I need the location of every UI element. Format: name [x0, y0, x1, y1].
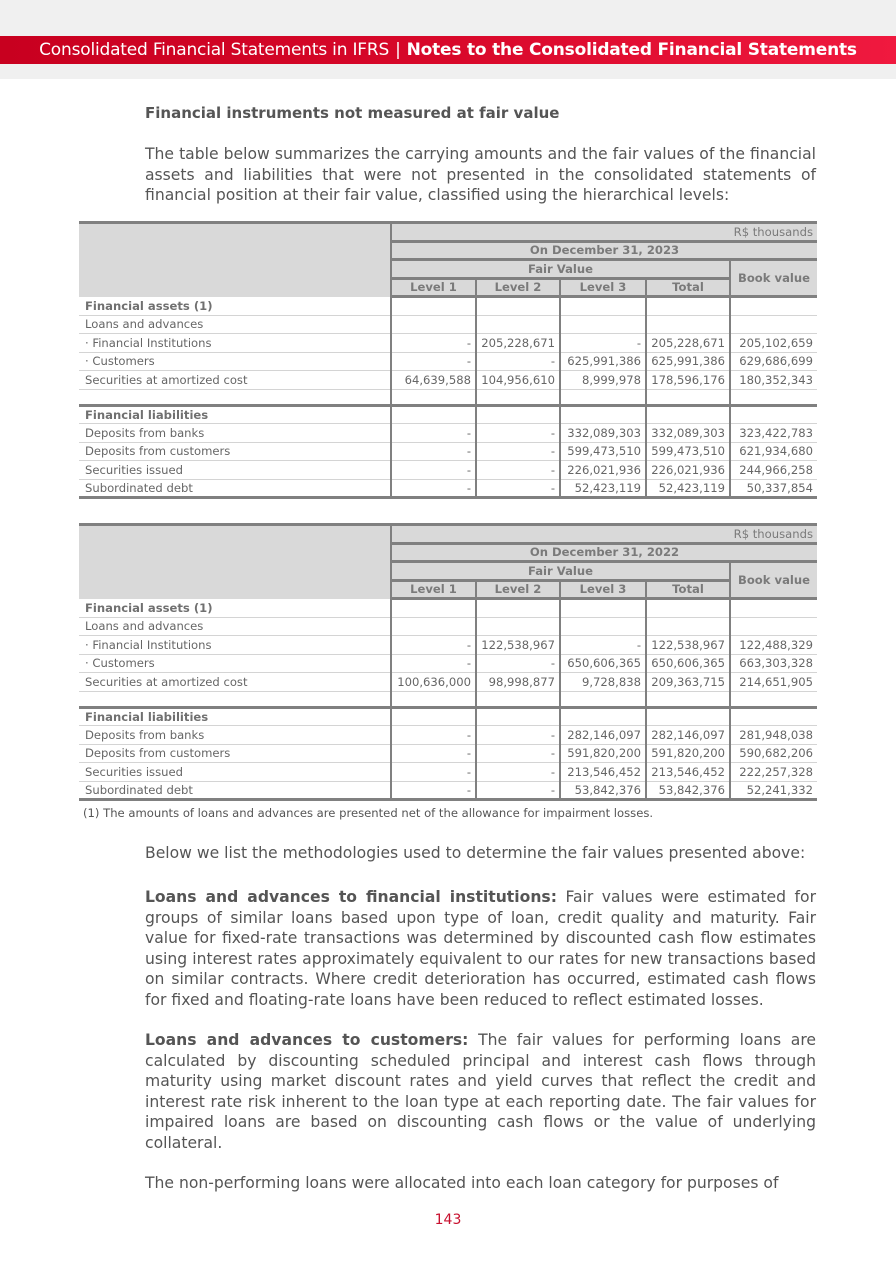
level-3-value: - — [560, 334, 646, 353]
intro-paragraph: The table below summarizes the carrying amounts and the fair values of the financial assets and liabilities that were not presented in the consolidated statements of financial position at their fair value, classified using the hierarchical levels: — [145, 145, 816, 204]
table-row — [79, 781, 817, 800]
total-value: 650,606,365 — [646, 654, 730, 673]
table-row — [79, 744, 817, 763]
level-1-value: - — [391, 654, 476, 673]
table-row — [79, 479, 817, 498]
row-label: Financial assets (1) — [79, 297, 391, 316]
unit-label: R$ thousands — [391, 525, 817, 544]
row-label: Deposits from customers — [79, 442, 391, 461]
level-1-value: - — [391, 424, 476, 443]
unit-label: R$ thousands — [391, 223, 817, 242]
section-title: Financial instruments not measured at fair value — [145, 104, 560, 122]
level-2-value — [476, 405, 560, 424]
spacer-row — [79, 691, 817, 707]
table-row — [79, 726, 817, 745]
level-1-value: - — [391, 479, 476, 498]
level-3-value — [560, 405, 646, 424]
book-value — [730, 389, 817, 405]
book-value: 52,241,332 — [730, 781, 817, 800]
row-label: Deposits from banks — [79, 424, 391, 443]
level-1-header: Level 1 — [391, 580, 476, 599]
row-label: Securities at amortized cost — [79, 673, 391, 692]
level-3-value — [560, 691, 646, 707]
total-value: 591,820,200 — [646, 744, 730, 763]
total-value: 122,538,967 — [646, 636, 730, 655]
methodology-intro: Below we list the methodologies used to determine the fair values presented above: — [145, 844, 806, 862]
level-2-value — [476, 617, 560, 636]
level-3-value — [560, 297, 646, 316]
level-2-value: - — [476, 424, 560, 443]
table-row — [79, 424, 817, 443]
book-value — [730, 599, 817, 618]
spacer-row — [79, 389, 817, 405]
level-1-value: - — [391, 334, 476, 353]
table-row — [79, 442, 817, 461]
book-value — [730, 405, 817, 424]
total-value: 52,423,119 — [646, 479, 730, 498]
level-2-value: - — [476, 654, 560, 673]
row-label: Loans and advances — [79, 617, 391, 636]
table-row — [79, 707, 817, 726]
table-footnote: (1) The amounts of loans and advances are presented net of the allowance for impairment losses. — [83, 806, 654, 820]
fair-value-header: Fair Value — [391, 562, 730, 581]
methodology-paragraph-customers — [145, 1030, 816, 1153]
row-label — [79, 691, 391, 707]
table-row — [79, 334, 817, 353]
table-row — [79, 636, 817, 655]
level-1-value — [391, 389, 476, 405]
header-document-title: Consolidated Financial Statements in IFRS — [39, 40, 390, 60]
row-label: Financial liabilities — [79, 405, 391, 424]
paragraph-heading: Loans and advances to customers: — [145, 1031, 469, 1049]
total-value: 53,842,376 — [646, 781, 730, 800]
total-value: 282,146,097 — [646, 726, 730, 745]
total-value — [646, 617, 730, 636]
level-1-value — [391, 599, 476, 618]
level-3-value: 650,606,365 — [560, 654, 646, 673]
row-label: · Customers — [79, 654, 391, 673]
level-1-value — [391, 617, 476, 636]
fair-value-table-2023 — [79, 221, 817, 499]
level-3-value: 213,546,452 — [560, 763, 646, 782]
level-2-value — [476, 297, 560, 316]
total-value — [646, 315, 730, 334]
level-2-value: - — [476, 781, 560, 800]
period-header: On December 31, 2023 — [391, 241, 817, 260]
row-label: Securities issued — [79, 461, 391, 480]
book-value: 323,422,783 — [730, 424, 817, 443]
level-1-value: - — [391, 763, 476, 782]
book-value: 281,948,038 — [730, 726, 817, 745]
book-value — [730, 297, 817, 316]
level-1-value — [391, 297, 476, 316]
book-value: 205,102,659 — [730, 334, 817, 353]
total-header: Total — [646, 580, 730, 599]
total-header: Total — [646, 278, 730, 297]
total-value: 209,363,715 — [646, 673, 730, 692]
level-1-value — [391, 315, 476, 334]
row-label — [79, 389, 391, 405]
total-value: 599,473,510 — [646, 442, 730, 461]
row-label: Subordinated debt — [79, 781, 391, 800]
top-margin — [0, 0, 896, 36]
header-underband — [0, 64, 896, 79]
total-value — [646, 405, 730, 424]
total-value — [646, 389, 730, 405]
book-value — [730, 617, 817, 636]
table-row — [79, 599, 817, 618]
book-value-header: Book value — [730, 562, 817, 599]
total-value — [646, 691, 730, 707]
table-corner-cell — [79, 525, 391, 599]
row-label: · Customers — [79, 352, 391, 371]
book-value: 621,934,680 — [730, 442, 817, 461]
level-1-value: 100,636,000 — [391, 673, 476, 692]
level-2-value: - — [476, 442, 560, 461]
level-3-value: 8,999,978 — [560, 371, 646, 390]
row-label: · Financial Institutions — [79, 636, 391, 655]
level-3-value: 599,473,510 — [560, 442, 646, 461]
row-label: Securities issued — [79, 763, 391, 782]
paragraph-heading: Loans and advances to financial institutions: — [145, 888, 557, 906]
book-value-header: Book value — [730, 260, 817, 297]
level-2-header: Level 2 — [476, 278, 560, 297]
row-label: Deposits from customers — [79, 744, 391, 763]
book-value: 590,682,206 — [730, 744, 817, 763]
continuation-paragraph: The non-performing loans were allocated into each loan category for purposes of — [145, 1174, 779, 1192]
book-value: 222,257,328 — [730, 763, 817, 782]
level-2-value: 205,228,671 — [476, 334, 560, 353]
level-2-value — [476, 599, 560, 618]
paragraph-body: The fair values for performing loans are calculated by discounting scheduled principal and interest cash flows through maturity using market discount rates and yield curves that reflect the credit and interest rate risk inherent to the loan type at each reporting date. The fair values for impaired loans are based on discounting cash flows or the value of underlying collateral. — [145, 1031, 816, 1152]
level-3-value: 9,728,838 — [560, 673, 646, 692]
level-2-value: - — [476, 479, 560, 498]
level-1-value — [391, 707, 476, 726]
table-row — [79, 315, 817, 334]
book-value: 629,686,699 — [730, 352, 817, 371]
level-2-value — [476, 707, 560, 726]
table-row — [79, 371, 817, 390]
total-value — [646, 297, 730, 316]
level-2-value: 98,998,877 — [476, 673, 560, 692]
total-value: 226,021,936 — [646, 461, 730, 480]
row-label: Financial assets (1) — [79, 599, 391, 618]
book-value: 244,966,258 — [730, 461, 817, 480]
level-3-value: 332,089,303 — [560, 424, 646, 443]
book-value: 214,651,905 — [730, 673, 817, 692]
book-value — [730, 707, 817, 726]
level-2-value: - — [476, 763, 560, 782]
table-row — [79, 352, 817, 371]
table-row — [79, 617, 817, 636]
level-3-header: Level 3 — [560, 580, 646, 599]
level-3-value — [560, 315, 646, 334]
level-1-value: - — [391, 726, 476, 745]
level-2-value: - — [476, 461, 560, 480]
table-row — [79, 673, 817, 692]
book-value: 122,488,329 — [730, 636, 817, 655]
level-3-value: 282,146,097 — [560, 726, 646, 745]
level-3-value — [560, 617, 646, 636]
row-label: Securities at amortized cost — [79, 371, 391, 390]
level-1-value: - — [391, 461, 476, 480]
total-value: 213,546,452 — [646, 763, 730, 782]
level-1-value: - — [391, 636, 476, 655]
book-value: 180,352,343 — [730, 371, 817, 390]
level-3-value: 591,820,200 — [560, 744, 646, 763]
row-label: Deposits from banks — [79, 726, 391, 745]
level-2-value: 104,956,610 — [476, 371, 560, 390]
running-header — [0, 36, 896, 64]
paragraph-body: Fair values were estimated for groups of similar loans based upon type of loan, credit quality and maturity. Fair value for fixed-rate transactions was determined by discounted cash flow estimates using interest rates approximately equivalent to our rates for new transactions based on similar contracts. Where credit deterioration has occurred, estimated cash flows for fixed and floating-rate loans have been reduced to reflect estimated losses. — [145, 888, 816, 1009]
methodology-paragraph-financial-institutions — [145, 887, 816, 1010]
table-row — [79, 405, 817, 424]
book-value: 50,337,854 — [730, 479, 817, 498]
level-3-value: 226,021,936 — [560, 461, 646, 480]
total-value: 205,228,671 — [646, 334, 730, 353]
level-3-value — [560, 389, 646, 405]
fair-value-table-2022 — [79, 523, 817, 801]
table-row — [79, 297, 817, 316]
period-header: On December 31, 2022 — [391, 543, 817, 562]
page-number: 143 — [434, 1212, 462, 1228]
table-row — [79, 654, 817, 673]
level-1-value: - — [391, 442, 476, 461]
book-value: 663,303,328 — [730, 654, 817, 673]
level-3-value — [560, 599, 646, 618]
level-3-value: 625,991,386 — [560, 352, 646, 371]
level-3-value: 53,842,376 — [560, 781, 646, 800]
level-1-header: Level 1 — [391, 278, 476, 297]
level-1-value: 64,639,588 — [391, 371, 476, 390]
level-3-value: 52,423,119 — [560, 479, 646, 498]
table-row — [79, 461, 817, 480]
level-1-value: - — [391, 744, 476, 763]
header-section-title: Notes to the Consolidated Financial Statements — [406, 40, 857, 60]
level-2-value: - — [476, 352, 560, 371]
level-2-value — [476, 691, 560, 707]
level-2-value: 122,538,967 — [476, 636, 560, 655]
row-label: Subordinated debt — [79, 479, 391, 498]
total-value: 332,089,303 — [646, 424, 730, 443]
header-separator: | — [395, 40, 401, 60]
row-label: Financial liabilities — [79, 707, 391, 726]
level-1-value — [391, 691, 476, 707]
level-1-value: - — [391, 352, 476, 371]
book-value — [730, 691, 817, 707]
level-3-header: Level 3 — [560, 278, 646, 297]
table-corner-cell — [79, 223, 391, 297]
level-2-value: - — [476, 744, 560, 763]
book-value — [730, 315, 817, 334]
total-value — [646, 707, 730, 726]
total-value: 625,991,386 — [646, 352, 730, 371]
level-3-value: - — [560, 636, 646, 655]
level-1-value: - — [391, 781, 476, 800]
level-2-value: - — [476, 726, 560, 745]
fair-value-header: Fair Value — [391, 260, 730, 279]
row-label: Loans and advances — [79, 315, 391, 334]
level-2-header: Level 2 — [476, 580, 560, 599]
total-value: 178,596,176 — [646, 371, 730, 390]
level-3-value — [560, 707, 646, 726]
table-row — [79, 763, 817, 782]
total-value — [646, 599, 730, 618]
level-1-value — [391, 405, 476, 424]
level-2-value — [476, 389, 560, 405]
row-label: · Financial Institutions — [79, 334, 391, 353]
level-2-value — [476, 315, 560, 334]
